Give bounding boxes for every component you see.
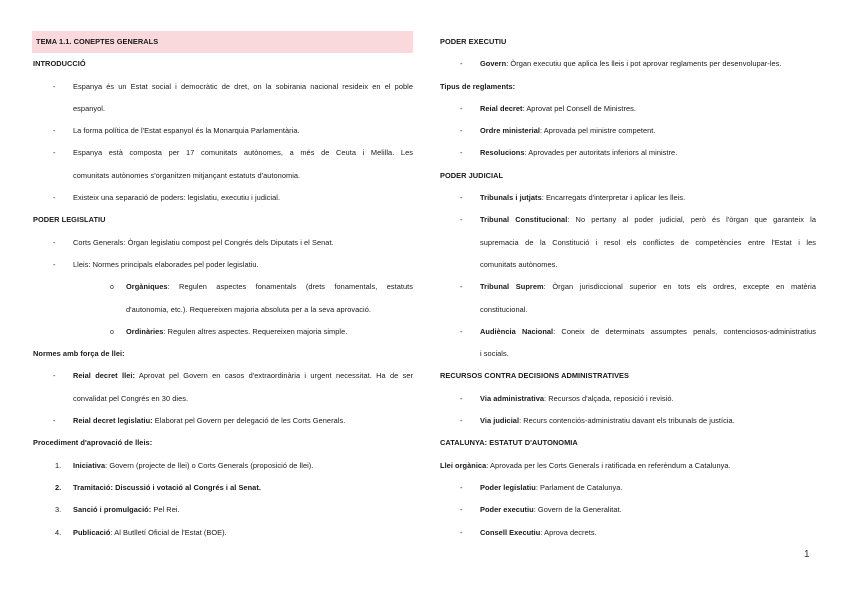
numbered-item: 4. Publicació: Al Butlletí Oficial de l'Estat (BOE).: [55, 527, 227, 537]
list-item: - Govern: Òrgan executiu que aplica les lleis i pot aprovar reglaments per desenvolupar-les.: [440, 53, 816, 75]
dash-bullet: -: [460, 193, 463, 203]
sub-list-item: o Orgàniques: Regulen aspectes fonamentals (drets fonamentals, estatuts: [33, 276, 413, 298]
list-item: - Corts Generals: Òrgan legislatiu compost pel Congrés dels Diputats i el Senat.: [33, 232, 413, 254]
numbered-item: 2. Tramitació: Discussió i votació al Congrés i al Senat.: [55, 482, 261, 492]
list-item-continuation: i socials.: [480, 349, 509, 359]
heading-recursos: RECURSOS CONTRA DECISIONS ADMINISTRATIVES: [440, 371, 630, 381]
page-number: 1: [804, 549, 810, 560]
list-item: - Ordre ministerial: Aprovada pel ministre competent.: [440, 120, 816, 142]
list-item: - Espanya és un Estat social i democràtic de dret, on la sobirania nacional resideix en el poble: [33, 76, 413, 98]
left-column: [33, 31, 413, 544]
list-item-continuation: espanyol.: [73, 103, 106, 113]
dash-bullet: -: [53, 371, 56, 381]
list-item: - Via judicial: Recurs contenciós-administratiu davant els tribunals de justícia.: [440, 410, 816, 432]
heading-catalunya: CATALUNYA: ESTATUT D'AUTONOMIA: [440, 438, 578, 448]
list-item: - Espanya està composta per 17 comunitats autònomes, a més de Ceuta i Melilla. Les: [33, 142, 413, 164]
dash-bullet: -: [53, 259, 56, 269]
sub-list-item: o Ordinàries: Regulen altres aspectes. Requereixen majoria simple.: [33, 321, 413, 343]
numbered-item: 3. Sanció i promulgació: Pel Rei.: [55, 505, 180, 515]
list-item: - Consell Executiu: Aprova decrets.: [440, 522, 816, 544]
dash-bullet: -: [460, 126, 463, 136]
dash-bullet: -: [460, 482, 463, 492]
list-item: - Lleis: Normes principals elaborades pel poder legislatiu.: [33, 254, 413, 276]
dash-bullet: -: [53, 126, 56, 136]
list-item: - Tribunal Suprem: Òrgan jurisdiccional superior en tots els ordres, excepte en matèria: [440, 276, 816, 298]
heading-tipus-reglaments: Tipus de reglaments:: [440, 81, 516, 91]
list-item: - Tribunals i jutjats: Encarregats d'interpretar i aplicar les lleis.: [440, 187, 816, 209]
paragraph-llei-organica: Llei orgànica: Aprovada per les Corts Generals i ratificada en referèndum a Catalunya.: [440, 460, 731, 470]
circle-bullet: o: [110, 284, 114, 292]
list-item: - Reial decret: Aprovat pel Consell de Ministres.: [440, 98, 816, 120]
dash-bullet: -: [53, 193, 56, 203]
list-item-continuation: supremacia de la Constitució i resol els conflictes de competències entre l'Estat i les: [480, 237, 816, 247]
dash-bullet: -: [53, 416, 56, 426]
list-item-continuation: comunitats autònomes s'organitzen mitjançant estatuts d'autonomia.: [73, 170, 301, 180]
sub-list-item-continuation: d'autonomia, etc.). Requereixen majoria absoluta per a la seva aprovació.: [126, 304, 371, 314]
list-item: - Reial decret legislatiu: Elaborat pel Govern per delegació de les Corts Generals.: [33, 410, 413, 432]
list-item-continuation: constitucional.: [480, 304, 528, 314]
dash-bullet: -: [53, 148, 56, 158]
list-item: - Existeix una separació de poders: legislatiu, executiu i judicial.: [33, 187, 413, 209]
circle-bullet: o: [110, 328, 114, 336]
dash-bullet: -: [460, 505, 463, 515]
dash-bullet: -: [53, 237, 56, 247]
dash-bullet: -: [460, 215, 463, 225]
heading-normes: Normes amb força de llei:: [33, 349, 125, 359]
dash-bullet: -: [460, 416, 463, 426]
list-item: - Poder legislatiu: Parlament de Catalunya.: [440, 477, 816, 499]
list-item-continuation: convalidat pel Congrés en 30 dies.: [73, 393, 189, 403]
dash-bullet: -: [460, 148, 463, 158]
right-column: [440, 31, 816, 544]
list-item: - La forma política de l'Estat espanyol és la Monarquia Parlamentària.: [33, 120, 413, 142]
dash-bullet: -: [460, 282, 463, 292]
heading-procediment: Procediment d'aprovació de lleis:: [33, 438, 153, 448]
list-item: - Tribunal Constitucional: No pertany al poder judicial, però és l'òrgan que garanteix la: [440, 209, 816, 231]
dash-bullet: -: [460, 59, 463, 69]
list-item: - Poder executiu: Govern de la Generalitat.: [440, 499, 816, 521]
list-item: - Reial decret llei: Aprovat pel Govern en casos d'extraordinària i urgent necessitat. Ha de ser: [33, 365, 413, 387]
heading-poder-executiu: PODER EXECUTIU: [440, 37, 507, 46]
list-item-continuation: comunitats autònomes.: [480, 259, 558, 269]
dash-bullet: -: [460, 527, 463, 537]
heading-poder-legislatiu: PODER LEGISLATIU: [33, 215, 106, 225]
list-item: - Via administrativa: Recursos d'alçada, reposició i revisió.: [440, 388, 816, 410]
dash-bullet: -: [53, 81, 56, 91]
heading-poder-judicial: PODER JUDICIAL: [440, 170, 504, 180]
dash-bullet: -: [460, 393, 463, 403]
dash-bullet: -: [460, 103, 463, 113]
numbered-item: 1. Iniciativa: Govern (projecte de llei) o Corts Generals (proposició de llei).: [55, 460, 314, 470]
list-item: - Audiència Nacional: Coneix de determinats assumptes penals, contenciosos-administratius: [440, 321, 816, 343]
section-title: TEMA 1.1. CONEPTES GENERALS: [32, 31, 413, 53]
dash-bullet: -: [460, 326, 463, 336]
list-item: - Resolucions: Aprovades per autoritats inferiors al ministre.: [440, 142, 816, 164]
heading-introduccio: INTRODUCCIÓ: [33, 59, 86, 69]
